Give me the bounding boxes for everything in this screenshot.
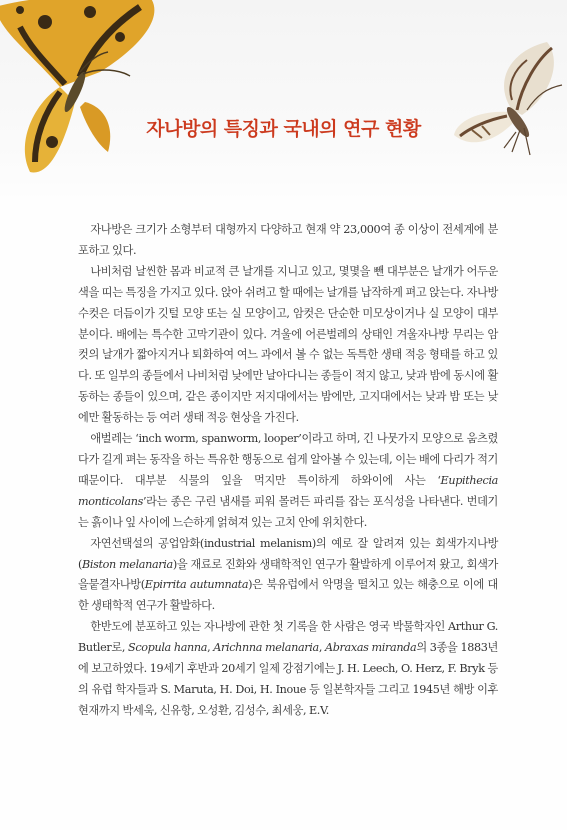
moth-illustration-left — [0, 0, 180, 177]
paragraph-text: 자연선택설의 공업암화(industrial melanism)의 예로 잘 알려져 있는 회색가지나방( — [78, 536, 498, 571]
page-title: 자나방의 특징과 국내의 연구 현황 — [146, 118, 421, 140]
species-name: Arichnna melanaria — [213, 641, 319, 655]
species-name: Scopula hanna — [128, 641, 208, 655]
species-name: Biston melanaria — [82, 557, 173, 571]
species-name: Epirrita autumnata — [144, 578, 249, 592]
paragraph-text: ’라는 종은 구린 냄새를 피워 몰려든 파리를 잡는 포식성을 나타낸다. 번데기는 흙이나 잎 사이에 느슨하게 얽혀져 있는 고치 안에 위치한다. — [78, 494, 498, 529]
separator: , — [318, 641, 326, 655]
paragraph — [78, 220, 498, 262]
paragraph — [78, 262, 498, 429]
paragraph-text: 애벌레는 ‘inch worm, spanworm, looper’이라고 하며, 긴 나뭇가지 모양으로 움츠렸다가 길게 펴는 동작을 하는 특유한 행동으로 쉽게 알아볼 수 있는데, 이는 배에 다리가 적기 때문이다. 대부분 식물의 잎을 먹지만 특이하게 하와이에 사는 ‘ — [78, 432, 498, 487]
paragraph-text: 나비처럼 날씬한 몸과 비교적 큰 날개를 지니고 있고, 몇몇을 뺀 대부분은 날개가 어두운 색을 띠는 특징을 가지고 있다. 앉아 쉬려고 할 때에는 날개를 납작하게 펴고 앉는다. 자나방 수컷은 더듬이가 깃털 모양 또는 실 모양이고, 암컷은 단순한 미모상이거나 실 모양이 대부분이다. 배에는 특수한 고막기관이 있다. 겨울에 어른벌레의 상태인 겨울자나방 무리는 암컷의 날개가 짧아지거나 퇴화하여 여느 과에서 볼 수 없는 독특한 생태 적응 형태를 하고 있다. 또 일부의 종들에서 나비처럼 낮에만 날아다니는 종들이 적지 않고, 낮과 밤에 동시에 활동하는 종들이 있으며, 같은 종이지만 저지대에서는 밤에만, 고지대에서는 낮과 밤 또는 낮에만 활동하는 등 여러 생태 적응 현상을 가진다. — [78, 264, 498, 425]
paragraph-text: )은 북유럽에서 악명을 떨치고 있는 해충으로 이에 대한 생태학적 연구가 활발하다. — [78, 578, 499, 613]
article-body — [78, 220, 498, 722]
paragraph-text: 자나방은 크기가 소형부터 대형까지 다양하고 현재 약 23,000여 종 이상이 전세계에 분포하고 있다. — [78, 223, 498, 257]
paragraph-text: 의 3종을 1883년에 보고하였다. 19세기 후반과 20세기 일제 강점기에는 J. H. Leech, O. Herz, F. Bryk 등의 유럽 학자들과 S. Maruta, H. Doi, H. Inoue 등 일본학자들 그리고 1945년 해방 이후 현재까지 박세욱, 신유항, 오성환, 김성수, 최세웅, E.V. — [78, 641, 498, 717]
paragraph — [78, 617, 498, 722]
species-name: Abraxas miranda — [325, 641, 417, 655]
paragraph — [78, 534, 498, 618]
moth-illustration-right — [452, 40, 567, 165]
separator: , — [207, 641, 214, 655]
paragraph-text: )을 재료로 진화와 생태학적인 연구가 활발하게 이루어져 왔고, 회색가을뭍결자나방( — [78, 557, 499, 592]
species-name: Eupithecia monticolans — [78, 473, 498, 508]
paragraph-text: 한반도에 분포하고 있는 자나방에 관한 첫 기록을 한 사람은 영국 박물학자인 Arthur G. Butler로, — [78, 620, 498, 655]
paragraph — [78, 429, 498, 534]
